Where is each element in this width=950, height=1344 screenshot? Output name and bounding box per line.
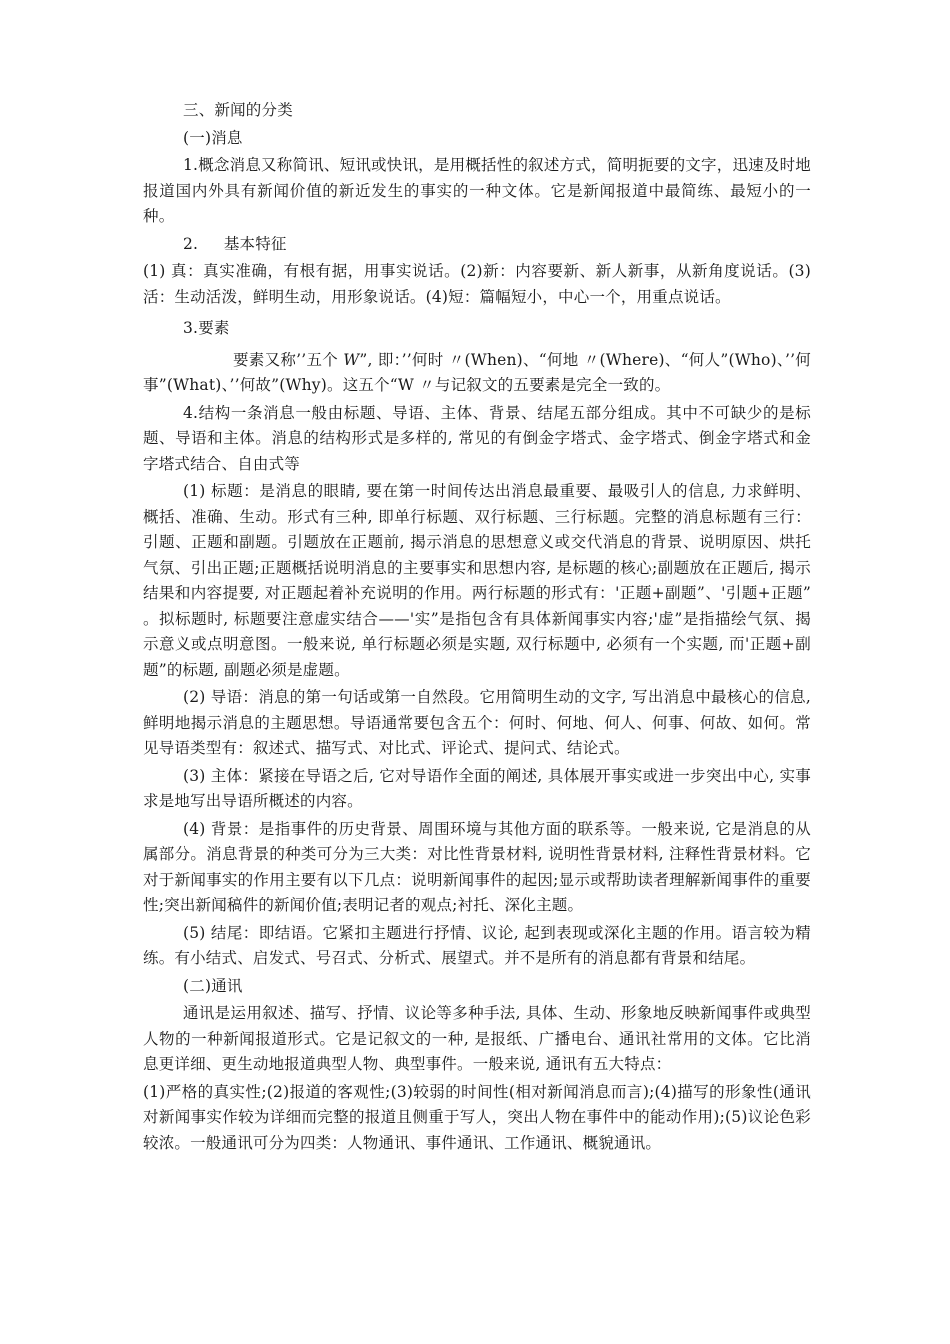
document-page: [143, 98, 811, 1158]
paragraph-features: (1) 真：真实准确，有根有据，用事实说话。(2)新：内容要新、新人新事，从新角度说话。(3)活：生动活泼，鲜明生动，用形象说话。(4)短：篇幅短小，中心一个，用重点说话。: [143, 262, 811, 306]
paragraph-correspondence: 通讯是运用叙述、描写、抒情、议论等多种手法, 具体、生动、形象地反映新闻事件或典型人物的一种新闻报道形式。它是记叙文的一种, 是报纸、广播电台、通讯社常用的文体。它比消息更详细、更生动地报道典型人物、典型事件。一般来说, 通讯有五大特点：: [143, 1004, 811, 1073]
paragraph-structure: 4.结构一条消息一般由标题、导语、主体、背景、结尾五部分组成。其中不可缺少的是标题、导语和主体。消息的结构形式是多样的, 常见的有倒金字塔式、金字塔式、倒金字塔式和金字塔式结合、自由式等: [143, 403, 811, 473]
heading-basic-features: 2. 基本特征: [183, 234, 287, 253]
paragraph-ending: (5) 结尾：即结语。它紧扣主题进行抒情、议论, 起到表现或深化主题的作用。语言较为精练。有小结式、启发式、号召式、分析式、展望式。并不是所有的消息都有背景和结尾。: [143, 923, 811, 967]
section-heading: 三、新闻的分类: [183, 101, 293, 119]
paragraph-correspondence-features: (1)严格的真实性;(2)报道的客观性;(3)较弱的时间性(相对新闻消息而言);(4)描写的形象性(通讯对新闻事实作较为详细而完整的报道且侧重于写人，突出人物在事件中的能动作用);(5)议论色彩较浓。一般通讯可分为四类：人物通讯、事件通讯、工作通讯、概貌通讯。: [143, 1082, 811, 1152]
paragraph-title: (1) 标题：是消息的眼睛, 要在第一时间传达出消息最重要、最吸引人的信息, 力求鲜明、概括、准确、生动。形式有三种, 即单行标题、双行标题、三行标题。完整的消息标题有三行：引题、正题和副题。引题放在正题前, 揭示消息的思想意义或交代消息的背景、说明原因、烘托气氛、引出正题;正题概括说明消息的主要事实和思想内容, 是标题的核心;副题放在正题后, 揭示结果和内容提要, 对正题起着补充说明的作用。两行标题的形式有：'正题+副题”、'引题+正题” 。拟标题时, 标题要注意虚实结合——'实”是指包含有具体新闻事实内容;'虚”是指描绘气氛、揭示意义或点明意图。一般来说, 单行标题必须是实题, 双行标题中, 必须有一个实题, 而'正题+副题”的标题, 副题必须是虚题。: [143, 482, 811, 679]
paragraph-concept: 1.概念消息又称简讯、短讯或快讯，是用概括性的叙述方式，简明扼要的文字，迅速及时地报道国内外具有新闻价值的新近发生的事实的一种文体。它是新闻报道中最简练、最短小的一种。: [143, 156, 811, 225]
paragraph-background: (4) 背景：是指事件的历史背景、周围环境与其他方面的联系等。一般来说, 它是消息的从属部分。消息背景的种类可分为三大类：对比性背景材料, 说明性背景材料, 注释性背景材料。它对于新闻事实的作用主要有以下几点：说明新闻事件的起因;显示或帮助读者理解新闻事件的重要性;突出新闻稿件的新闻价值;表明记者的观点;衬托、深化主题。: [143, 819, 811, 914]
paragraph-elements: 要素又称’’五个 𝑊”, 即：’’何时 〃(When)、“何地 〃(Where)、“何人”(Who)、’’何事”(What)、’’何故”(Why)。这五个“W 〃与记叙文的五要素是完全一致的。: [143, 350, 811, 394]
paragraph-body: (3) 主体：紧接在导语之后, 它对导语作全面的阐述, 具体展开事实或进一步突出中心, 实事求是地写出导语所概述的内容。: [143, 766, 811, 810]
paragraph-lead: (2) 导语：消息的第一句话或第一自然段。它用简明生动的文字, 写出消息中最核心的信息, 鲜明地揭示消息的主题思想。导语通常要包含五个：何时、何地、何人、何事、何故、如何。常见导语类型有：叙述式、描写式、对比式、评论式、提问式、结论式。: [143, 688, 811, 757]
subsection-heading-news: (一)消息: [183, 128, 243, 147]
subsection-heading-correspondence: (二)通讯: [183, 976, 243, 995]
heading-elements: 3.要素: [183, 319, 230, 337]
